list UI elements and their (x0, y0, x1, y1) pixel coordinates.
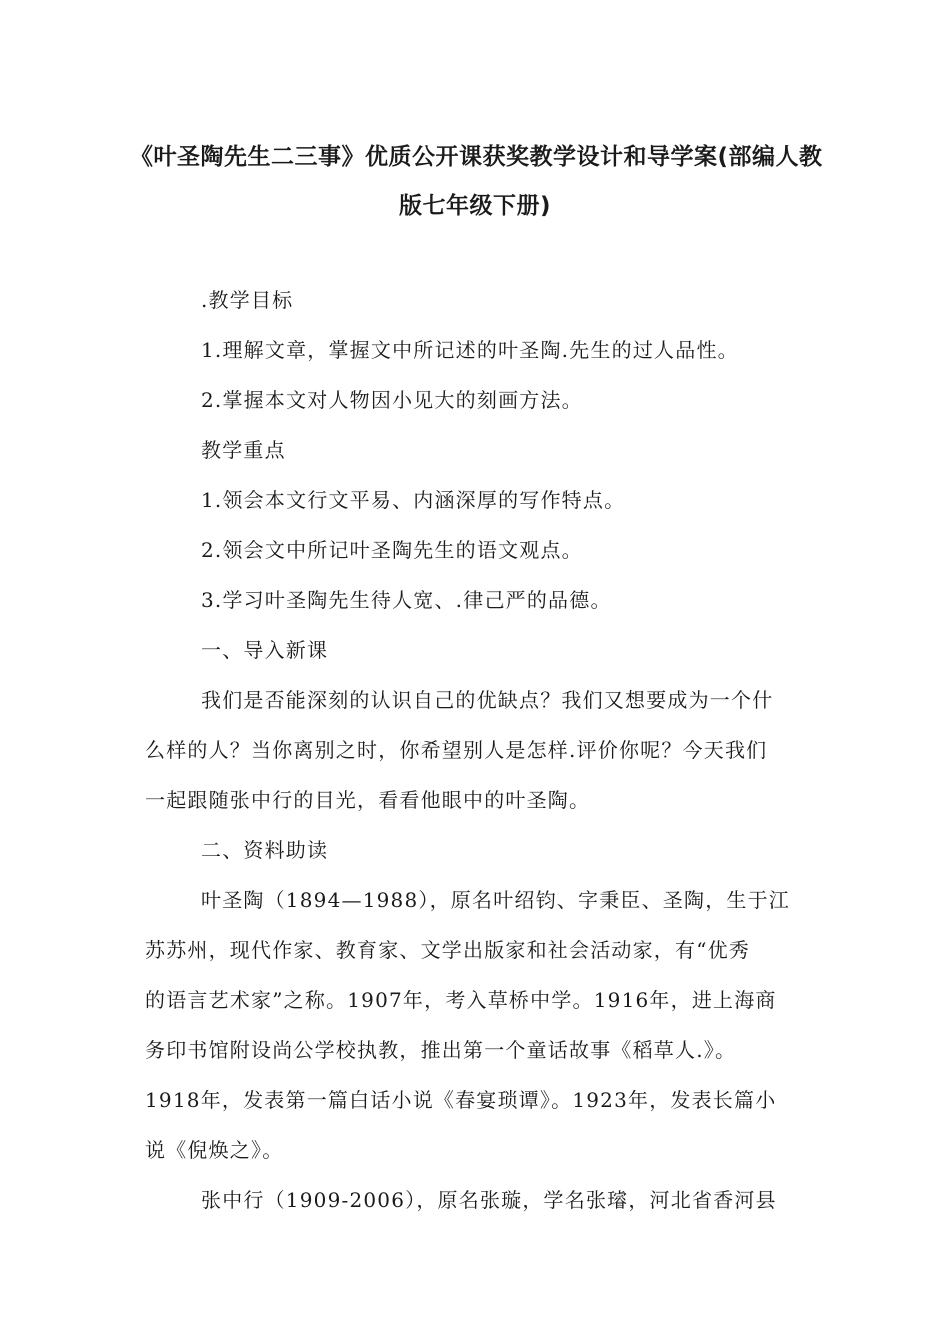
paragraph-line: 张中行（1909-2006），原名张璇，学名张璿，河北省香河县 (201, 1188, 777, 1212)
paragraph-line: 叶圣陶（1894—1988），原名叶绍钧、字秉臣、圣陶，生于江 (201, 888, 790, 912)
key-point-item-3: 3.学习叶圣陶先生待人宽、.律己严的品德。 (201, 588, 612, 612)
key-point-item-1: 1.领会本文行文平易、内涵深厚的写作特点。 (201, 488, 626, 512)
paragraph-line: 的语言艺术家”之称。1907年，考入草桥中学。1916年，进上海商 (145, 988, 777, 1012)
paragraph-line: 我们是否能深刻的认识自己的优缺点？我们又想要成为一个什 (201, 688, 774, 712)
paragraph-line: 说《倪焕之》。 (145, 1138, 284, 1162)
objective-item-1: 1.理解文章，掌握文中所记述的叶圣陶.先生的过人品性。 (201, 338, 739, 362)
section-heading-reading-materials: 二、资料助读 (201, 838, 329, 862)
paragraph-line: 一起跟随张中行的目光，看看他眼中的叶圣陶。 (145, 788, 591, 812)
document-title-line-2: 版七年级下册) (398, 193, 551, 219)
paragraph-line: 务印书馆附设尚公学校执教，推出第一个童话故事《稻草人.》。 (145, 1038, 737, 1062)
paragraph-line: 苏苏州，现代作家、教育家、文学出版家和社会活动家，有“优秀 (145, 938, 751, 962)
key-point-item-2: 2.领会文中所记叶圣陶先生的语文观点。 (201, 538, 583, 562)
paragraph-line: 1918年，发表第一篇白话小说《春宴琐谭》。1923年，发表长篇小 (145, 1088, 777, 1112)
section-heading-introduction: 一、导入新课 (201, 638, 329, 662)
section-heading-key-points: 教学重点 (201, 438, 286, 462)
document-title-line-1: 《叶圣陶先生二三事》优质公开课获奖教学设计和导学案(部编人教 (130, 144, 823, 170)
paragraph-line: 么样的人？当你离别之时，你希望别人是怎样.评价你呢？今天我们 (145, 738, 768, 762)
section-heading-objectives: .教学目标 (201, 288, 294, 312)
objective-item-2: 2.掌握本文对人物因小见大的刻画方法。 (201, 388, 583, 412)
